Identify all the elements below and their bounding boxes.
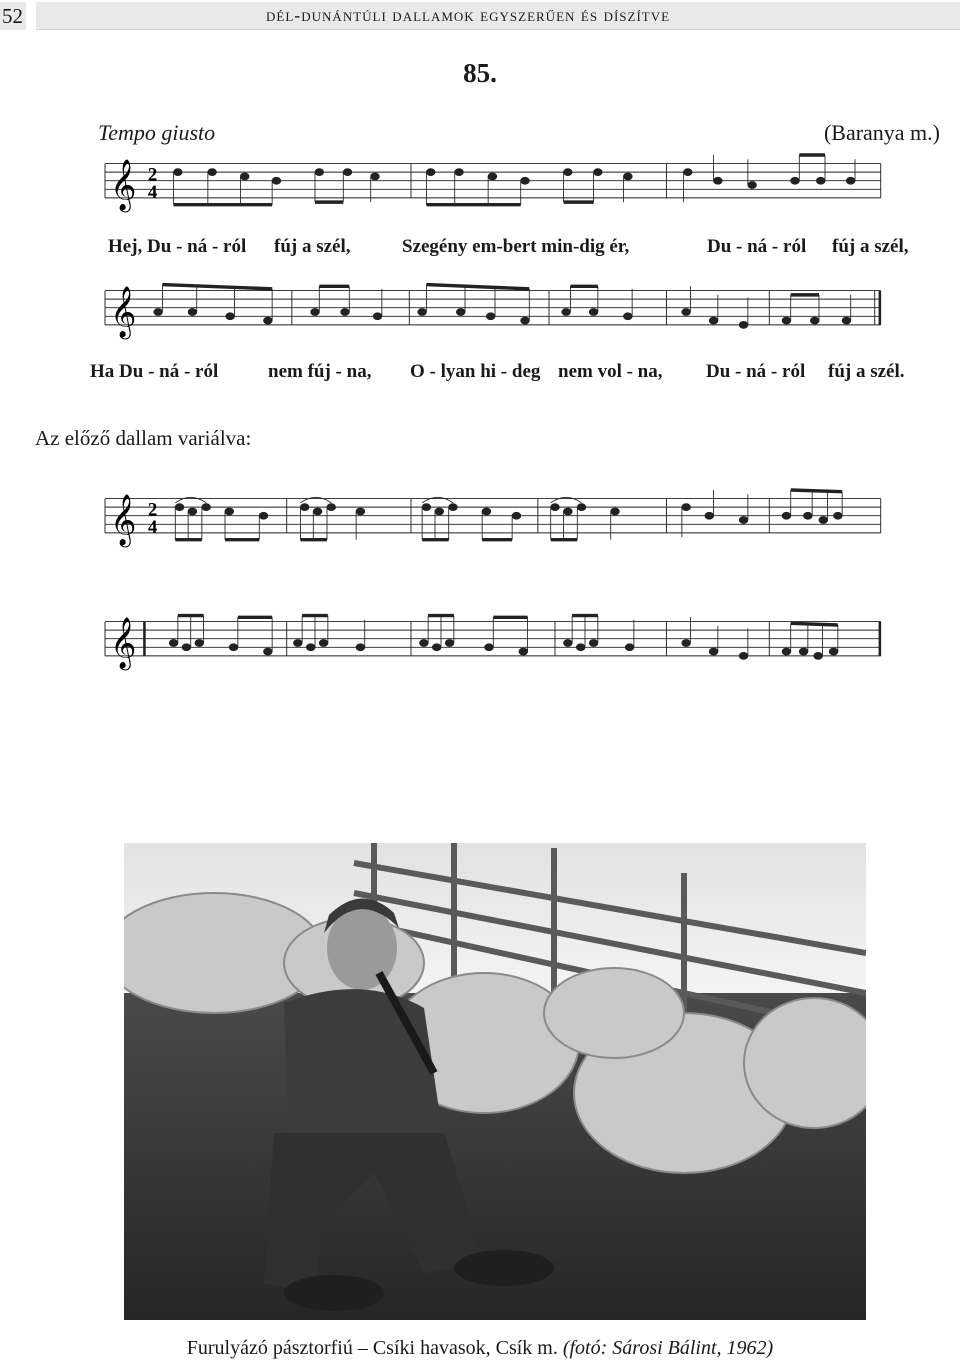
region-marking: (Baranya m.) (823, 120, 940, 145)
photo-shepherd-boy (124, 843, 866, 1320)
lyric-segment: fúj a szél, (274, 236, 351, 257)
caption-credit: (fotó: Sárosi Bálint, 1962) (562, 1337, 774, 1359)
lyric-segment: nem vol - na, (558, 361, 663, 382)
svg-text:2: 2 (147, 499, 158, 521)
staff-1 (40, 155, 950, 215)
treble-clef-icon: 𝄞 (110, 158, 137, 211)
lyric-segment: Du - ná - ról (707, 236, 807, 257)
lyric-segment: Du - ná - ról (706, 361, 806, 382)
notes-group-1 (174, 155, 855, 205)
time-signature: 2 (147, 164, 158, 186)
lyric-segment: fúj a szél. (828, 361, 905, 382)
treble-clef-icon: 𝄞 (110, 285, 137, 338)
lyric-segment: Hej, Du - ná - ról (108, 236, 247, 257)
lyric-segment: nem fúj - na, (268, 361, 372, 382)
notes-group-4 (169, 616, 838, 660)
lyric-segment: Szegény em-bert min-dig ér, (402, 236, 630, 257)
notes-group-3 (175, 490, 842, 540)
lyric-segment: Ha Du - ná - ról (90, 361, 219, 382)
staff-4 (40, 613, 950, 673)
song-number: 85. (463, 58, 497, 88)
photo-illustration (124, 843, 866, 1320)
svg-text:4: 4 (147, 516, 158, 538)
tempo-marking: Tempo giusto (98, 120, 216, 145)
notes-group-2 (154, 285, 851, 329)
staff-2 (40, 282, 950, 342)
lyric-segment: fúj a szél, (832, 236, 909, 257)
photo-caption (0, 1337, 960, 1360)
svg-text:4: 4 (147, 181, 158, 203)
lyric-segment: O - lyan hi - deg (410, 361, 541, 382)
lyrics-line-2 (0, 361, 960, 389)
staff-3 (40, 490, 950, 550)
lyrics-line-1 (0, 236, 960, 264)
treble-clef-icon: 𝄞 (110, 493, 137, 546)
caption-text: Furulyázó pásztorfiú – Csíki havasok, Csík m. (186, 1337, 558, 1359)
page-number: 52 (0, 2, 26, 30)
treble-clef-icon: 𝄞 (110, 616, 137, 669)
running-title: dél-dunántúli dallamok egyszerűen és díszítve (36, 2, 960, 30)
variant-label: Az előző dallam variálva: (35, 426, 252, 450)
